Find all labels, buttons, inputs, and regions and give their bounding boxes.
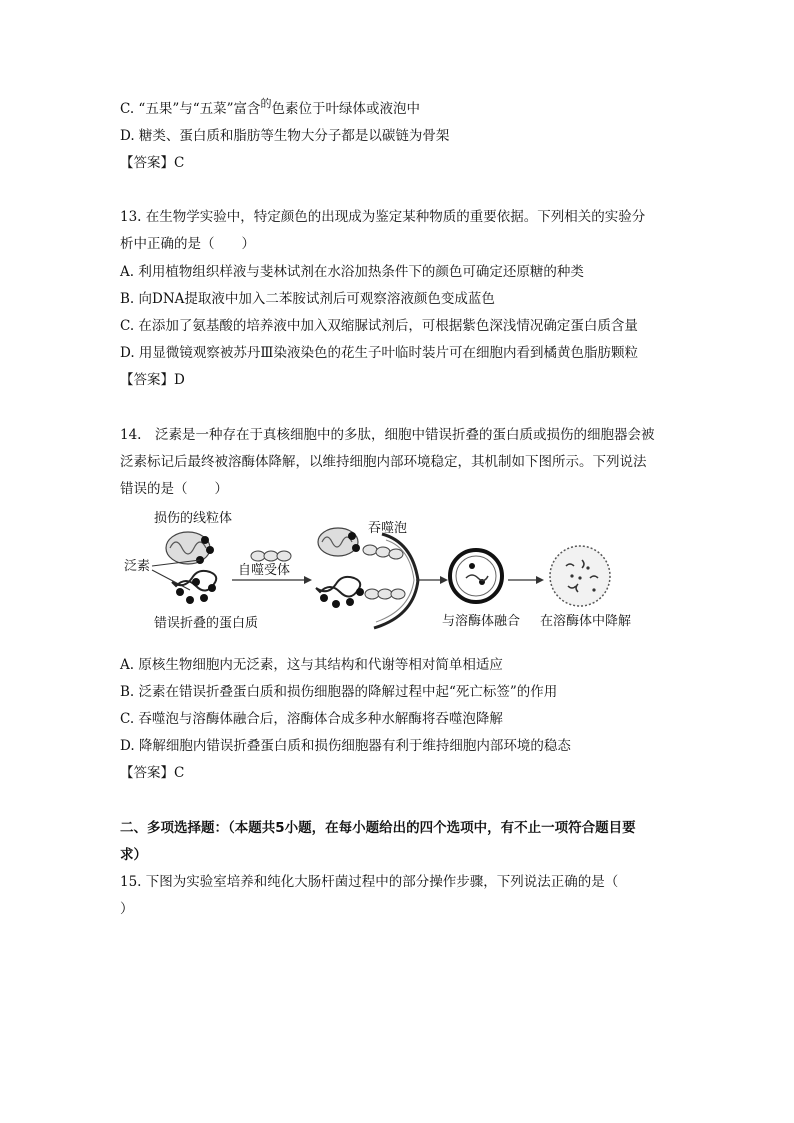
section2-heading-line-1: 二、多项选择题：（本题共5小题，在每小题给出的四个选项中，有不止一项符合题目要	[120, 820, 636, 836]
q12-answer: 【答案】C	[120, 155, 185, 171]
arrow-icon	[536, 576, 544, 584]
q13-option-b: B. 向DNA提取液中加入二苯胺试剂后可观察溶液颜色变成蓝色	[120, 291, 495, 307]
section2-heading-line-2: 求）	[120, 847, 147, 863]
q14-option-a: A. 原核生物细胞内无泛素，这与其结构和代谢等相对简单相适应	[120, 657, 503, 673]
q13-option-a: A. 利用植物组织样液与斐林试剂在水浴加热条件下的颜色可确定还原糖的种类	[120, 264, 584, 280]
label-damaged-mitochondrion: 损伤的线粒体	[154, 511, 233, 526]
arrow-icon	[304, 576, 312, 584]
label-fusion: 与溶酶体融合	[442, 614, 521, 629]
q15-stem-line-1: 15. 下图为实验室培养和纯化大肠杆菌过程中的部分操作步骤，下列说法正确的是（	[120, 874, 619, 890]
q13-answer: 【答案】D	[120, 372, 185, 388]
q13-stem-line-1: 13. 在生物学实验中，特定颜色的出现成为鉴定某种物质的重要依据。下列相关的实验分	[120, 209, 646, 225]
label-ubiquitin: 泛素	[124, 559, 151, 574]
q12-option-c-text: C. “五果”与“五菜”富含	[120, 101, 261, 117]
q14-option-c: C. 吞噬泡与溶酶体融合后，溶酶体合成多种水解酶将吞噬泡降解	[120, 711, 503, 727]
q14-option-d: D. 降解细胞内错误折叠蛋白质和损伤细胞器有利于维持细胞内部环境的稳态	[120, 738, 571, 754]
damaged-mitochondrion-icon	[166, 532, 214, 564]
lysosome-icon	[550, 546, 610, 606]
label-autophagy-receptor: 自噬受体	[238, 563, 291, 578]
label-degradation: 在溶酶体中降解	[540, 614, 632, 629]
q15-stem-line-2: ）	[120, 901, 134, 917]
arrow-icon	[440, 576, 448, 584]
q13-stem-line-2: 析中正确的是（ ）	[120, 236, 255, 252]
tagged-protein-icon	[316, 577, 405, 608]
q12-option-c-text-end: 色素位于叶绿体或液泡中	[271, 101, 421, 117]
q14-stem-line-1: 14. 泛素是一种存在于真核细胞中的多肽，细胞中错误折叠的蛋白质或损伤的细胞器会被	[120, 427, 655, 443]
autophagosome-icon	[450, 550, 502, 602]
autophagy-diagram	[120, 508, 650, 636]
misfolded-protein-icon	[172, 571, 216, 604]
q13-option-c: C. 在添加了氨基酸的培养液中加入双缩脲试剂后，可根据紫色深浅情况确定蛋白质含量	[120, 318, 638, 334]
q12-option-c-superscript: 的	[260, 97, 272, 110]
q12-option-c	[120, 99, 420, 120]
q12-option-d: D. 糖类、蛋白质和脂肪等生物大分子都是以碳链为骨架	[120, 128, 450, 144]
q14-stem-line-3: 错误的是（ ）	[120, 481, 228, 497]
q14-answer: 【答案】C	[120, 765, 185, 781]
q14-option-b: B. 泛素在错误折叠蛋白质和损伤细胞器的降解过程中起“死亡标签”的作用	[120, 684, 558, 700]
label-misfolded-protein: 错误折叠的蛋白质	[154, 616, 259, 631]
label-phagophore: 吞噬泡	[368, 521, 408, 536]
q14-stem-line-2: 泛素标记后最终被溶酶体降解，以维持细胞内部环境稳定，其机制如下图所示。下列说法	[120, 454, 647, 470]
autophagy-receptor-icon	[251, 551, 291, 561]
q13-option-d: D. 用显微镜观察被苏丹Ⅲ染液染色的花生子叶临时装片可在细胞内看到橘黄色脂肪颗粒	[120, 345, 638, 361]
